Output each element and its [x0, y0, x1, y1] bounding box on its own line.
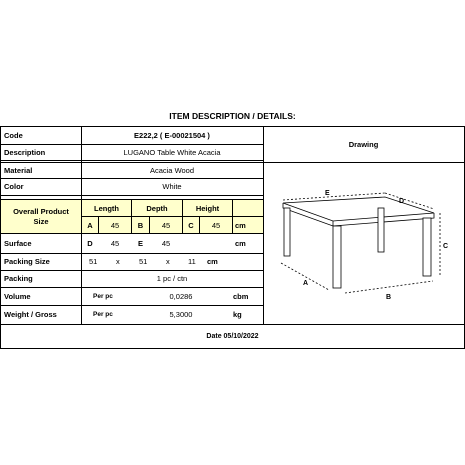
volume-unit: cbm: [233, 291, 249, 301]
weight-per: Per pc: [93, 311, 113, 318]
overall-size-label: Overall Product Size: [1, 200, 81, 233]
packing-size-label: Packing Size: [4, 257, 50, 266]
drawing-letter-e: E: [325, 190, 330, 197]
weight-label: Weight / Gross: [4, 310, 57, 319]
weight-value: 5,3000: [169, 310, 193, 319]
dim-b-value: 45: [150, 217, 182, 233]
description-value: LUGANO Table White Acacia: [123, 147, 221, 157]
drawing-letter-a: A: [303, 280, 309, 287]
overall-size-unit: cm: [233, 217, 263, 233]
surface-label: Surface: [4, 238, 32, 248]
drawing-label: Drawing: [348, 140, 379, 149]
packing-size-length: 51: [89, 257, 98, 266]
surface-d-value: 45: [110, 238, 120, 248]
surface-e-value: 45: [161, 238, 171, 248]
table-drawing: [263, 163, 464, 323]
color-label: Color: [4, 182, 24, 191]
weight-unit: kg: [233, 310, 242, 319]
length-header: Length: [82, 200, 131, 216]
packing-size-width: 51: [139, 257, 148, 266]
spec-sheet: [0, 126, 465, 349]
volume-value: 0,0286: [169, 291, 193, 301]
surface-d-letter: D: [87, 238, 93, 248]
code-label: Code: [4, 131, 23, 140]
drawing-letter-d: D: [399, 198, 405, 205]
material-value: Acacia Wood: [149, 165, 195, 175]
surface-unit: cm: [235, 238, 246, 248]
depth-header: Depth: [132, 200, 182, 216]
description-label: Description: [4, 147, 46, 157]
volume-label: Volume: [4, 291, 31, 301]
dim-b-letter: B: [132, 217, 149, 233]
date-footer: Date 05/10/2022: [206, 332, 259, 340]
page-title: ITEM DESCRIPTION / DETAILS:: [169, 111, 296, 121]
packing-size-x1: x: [116, 257, 120, 266]
color-value: White: [162, 182, 182, 191]
drawing-letter-b: B: [386, 294, 392, 301]
drawing-letter-c: C: [443, 243, 449, 250]
dim-c-letter: C: [183, 217, 199, 233]
packing-size-height: 11: [188, 257, 196, 266]
height-header: Height: [183, 200, 232, 216]
dim-a-value: 45: [99, 217, 131, 233]
packing-label: Packing: [4, 274, 33, 283]
volume-per: Per pc: [93, 292, 113, 300]
packing-size-unit: cm: [207, 257, 218, 266]
packing-size-x2: x: [166, 257, 170, 266]
packing-value: 1 pc / ctn: [156, 274, 188, 283]
surface-e-letter: E: [137, 238, 143, 248]
material-label: Material: [4, 165, 33, 175]
code-value: E222,2 ( E-00021504 ): [134, 131, 210, 140]
dim-c-value: 45: [200, 217, 232, 233]
dim-a-letter: A: [82, 217, 98, 233]
